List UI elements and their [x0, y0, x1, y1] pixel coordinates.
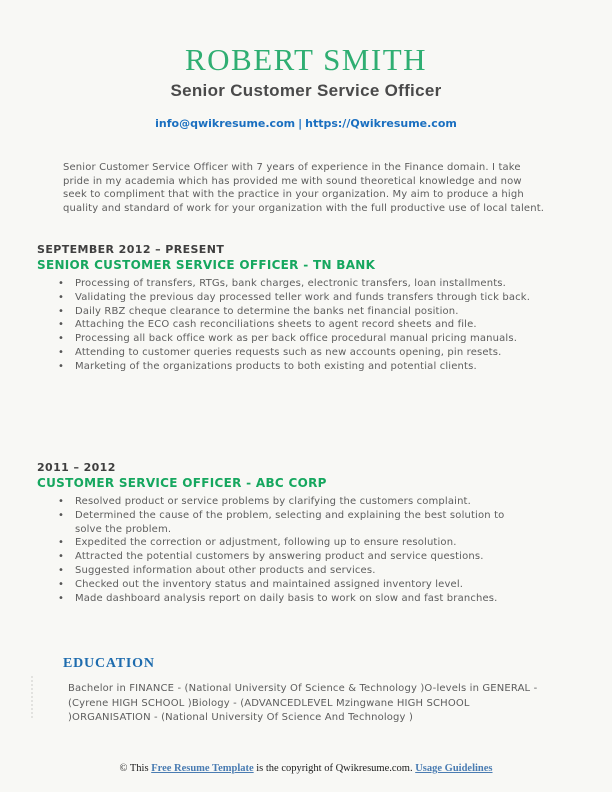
person-name: ROBERT SMITH [184, 42, 428, 77]
job-bullet: • Validating the previous day processed teller work and funds transfers through tick back. [57, 291, 531, 305]
job-bullet: • Processing of transfers, RTGs, bank charges, electronic transfers, loan installments. [57, 277, 531, 291]
contact-line [0, 117, 612, 130]
job-bullet: • Determined the cause of the problem, selecting and explaining the best solution to solve the problem. [57, 509, 531, 537]
experience-entry-abc-corp [37, 461, 551, 605]
footer [0, 763, 612, 774]
education-section [63, 656, 549, 726]
job-dates: SEPTEMBER 2012 – PRESENT [37, 243, 225, 256]
job-bullet: • Attending to customer queries requests such as new accounts opening, pin resets. [57, 346, 531, 360]
job-bullet-list [57, 495, 531, 605]
contact-website-link[interactable]: https://Qwikresume.com [305, 117, 457, 130]
job-bullet: • Attracted the potential customers by answering product and service questions. [57, 550, 531, 564]
footer-text-prefix: © This [119, 763, 152, 774]
experience-entry-tn-bank [37, 243, 551, 374]
job-bullet: • Attaching the ECO cash reconciliations sheets to agent record sheets and file. [57, 318, 531, 332]
left-edge-dotted-line [31, 676, 33, 718]
job-title: CUSTOMER SERVICE OFFICER - ABC CORP [37, 476, 327, 490]
footer-link-free-resume-template[interactable]: Free Resume Template [151, 763, 254, 774]
contact-email-link[interactable]: info@qwikresume.com [155, 117, 296, 130]
footer-text-middle: is the copyright of Qwikresume.com. [253, 763, 416, 774]
resume-header [0, 44, 612, 130]
summary-paragraph: Senior Customer Service Officer with 7 years of experience in the Finance domain. I take pride in my academia which has provided me with sound theoretical knowledge and now seek to compliment that with the practice in your organization. My aim to produce a high quality and standard of work for your organization with the full productive use of local talent. [63, 162, 545, 215]
job-bullet: • Marketing of the organizations products to both existing and potential clients. [57, 360, 531, 374]
education-heading: EDUCATION [63, 656, 155, 671]
job-bullet: • Made dashboard analysis report on daily basis to work on slow and fast branches. [57, 592, 531, 606]
job-title: SENIOR CUSTOMER SERVICE OFFICER - TN BANK [37, 258, 376, 272]
footer-link-usage-guidelines[interactable]: Usage Guidelines [415, 763, 493, 774]
job-bullet-list [57, 277, 531, 374]
job-bullet: • Daily RBZ cheque clearance to determine the banks net financial position. [57, 305, 531, 319]
person-job-title: Senior Customer Service Officer [170, 81, 442, 100]
job-bullet: • Expedited the correction or adjustment, following up to ensure resolution. [57, 536, 531, 550]
job-bullet: • Checked out the inventory status and maintained assigned inventory level. [57, 578, 531, 592]
job-bullet: • Processing all back office work as per back office procedural manual pricing manuals. [57, 332, 531, 346]
job-bullet: • Resolved product or service problems by clarifying the customers complaint. [57, 495, 531, 509]
job-bullet: • Suggested information about other products and services. [57, 564, 531, 578]
job-dates: 2011 – 2012 [37, 461, 116, 474]
contact-separator: | [298, 117, 303, 130]
education-text: Bachelor in FINANCE - (National University Of Science & Technology )O-levels in GENERAL - (Cyrene HIGH SCHOOL )Biology - (ADVANCEDLEVEL Mzingwane HIGH SCHOOL )ORGANISATION - (National University Of Science And Technology ) [68, 683, 538, 724]
